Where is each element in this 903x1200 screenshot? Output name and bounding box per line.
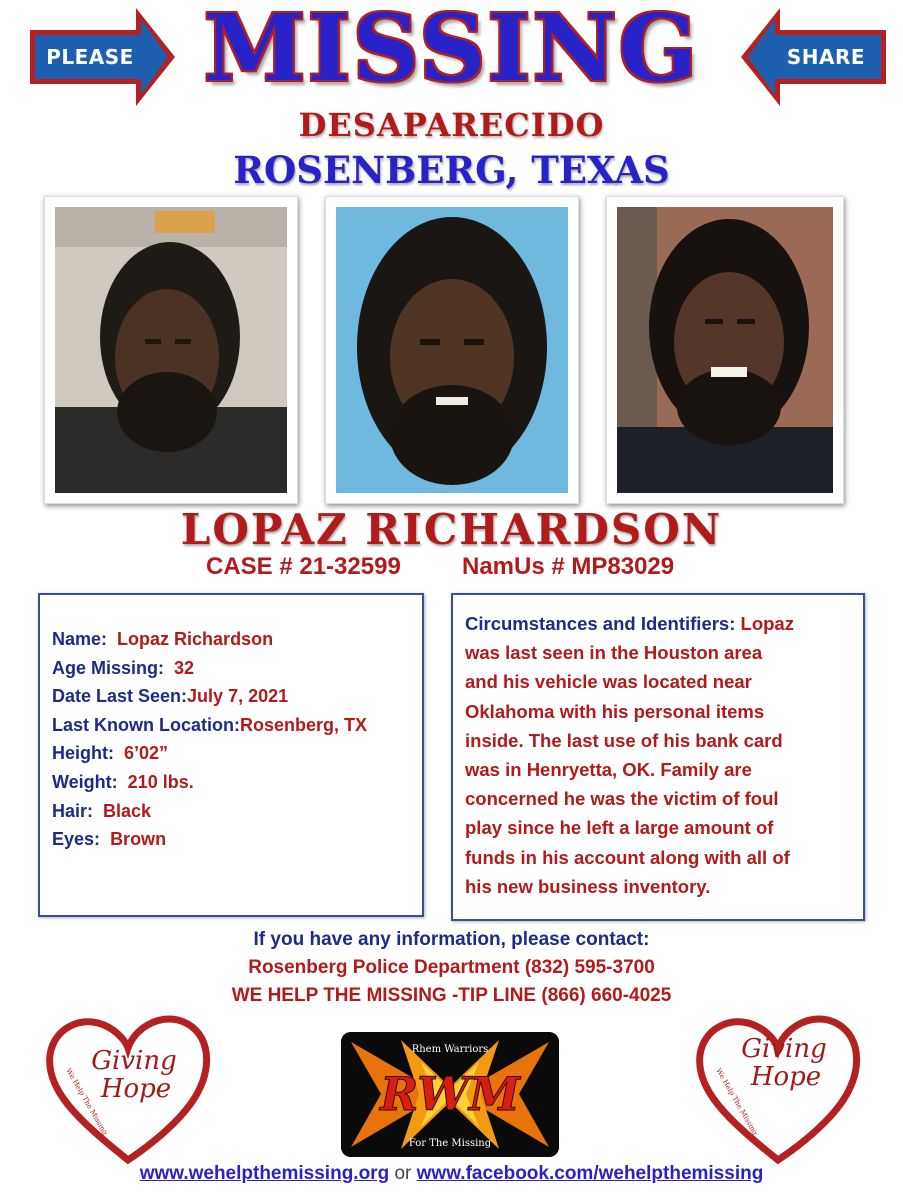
hope-text: Hope: [100, 1074, 172, 1104]
circumstances-box: [451, 593, 865, 921]
giving-text: Giving: [741, 1034, 827, 1064]
rwm-logo: [341, 1032, 559, 1157]
detail-weight: Weight: 210 lbs.: [52, 771, 194, 792]
rwm-main-text: RWM: [380, 1067, 520, 1121]
namus-number: NamUs # MP83029: [462, 553, 675, 580]
detail-last-location: Last Known Location:Rosenberg, TX: [52, 714, 368, 735]
detail-name: Name: Lopaz Richardson: [52, 629, 274, 649]
police-contact: Rosenberg Police Department (832) 595-3700: [248, 957, 655, 978]
details-list: [52, 625, 367, 854]
circumstances-text: Circumstances and Identifiers: Lopaz was last seen in the Houston area and his vehicle was located near Oklahoma with his personal items inside. The last use of his bank card was in Henryetta, OK. Family are concerned he was the victim of foul play since he left a large amount of funds in his account along with all of his new business inventory.: [465, 613, 794, 897]
person-photo-icon: [336, 207, 568, 493]
person-photo-icon: [55, 207, 287, 493]
photo-3: [606, 196, 844, 504]
heart-curve-text: We Help The Missing: [714, 1067, 759, 1137]
link-separator: or: [394, 1163, 412, 1184]
rwm-top-text: Rhem Warriors: [411, 1044, 489, 1055]
giving-hope-logo-right: [688, 1000, 868, 1170]
subtitle: DESAPARECIDO: [298, 106, 605, 144]
tip-line: WE HELP THE MISSING -TIP LINE (866) 660-4025: [231, 985, 672, 1006]
giving-text: Giving: [91, 1046, 177, 1076]
contact-prompt: If you have any information, please contact:: [253, 929, 650, 950]
detail-age: Age Missing: 32: [52, 657, 195, 678]
missing-person-name: LOPAZ RICHARDSON: [180, 505, 723, 554]
footer-links: [0, 1163, 903, 1185]
case-number: CASE # 21-32599: [206, 553, 401, 580]
heart-curve-text: We Help The Missing: [64, 1067, 109, 1137]
location-heading: ROSENBERG, TEXAS: [233, 148, 670, 192]
hope-text: Hope: [750, 1062, 822, 1092]
detail-eyes: Eyes: Brown: [52, 829, 167, 850]
share-label: SHARE: [786, 45, 866, 69]
page-title: MISSING: [203, 0, 700, 102]
photo-1: [44, 196, 298, 504]
website-link[interactable]: www.wehelpthemissing.org: [139, 1163, 390, 1184]
details-box: [38, 593, 424, 917]
facebook-link[interactable]: www.facebook.com/wehelpthemissing: [416, 1163, 764, 1184]
detail-date-last-seen: Date Last Seen:July 7, 2021: [52, 686, 289, 707]
photo-2: [325, 196, 579, 504]
rwm-bottom-text: For The Missing: [408, 1138, 492, 1149]
giving-hope-logo-left: [38, 1000, 218, 1170]
rwm-flame-icon: [341, 1032, 559, 1157]
detail-hair: Hair: Black: [52, 800, 152, 821]
please-label: PLEASE: [46, 45, 134, 69]
detail-height: Height: 6’02”: [52, 743, 169, 764]
person-photo-icon: [617, 207, 833, 493]
